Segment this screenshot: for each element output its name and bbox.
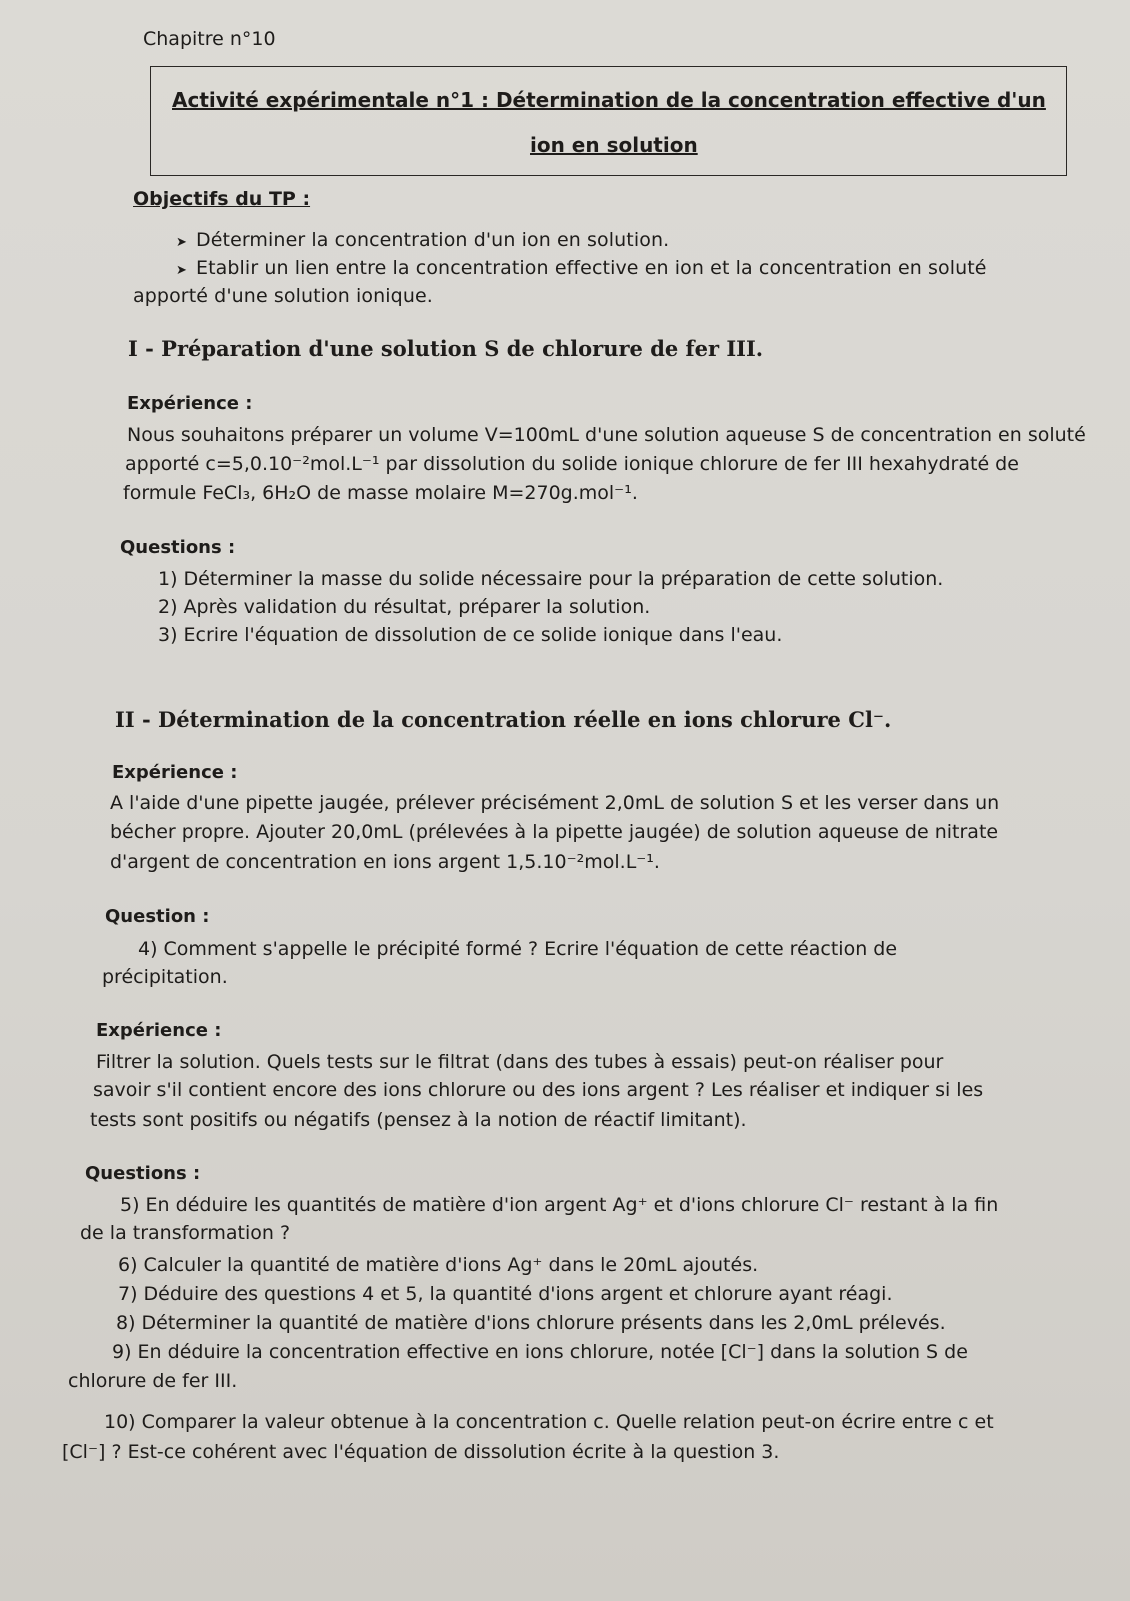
question-1: 1) Déterminer la masse du solide nécessaire pour la préparation de cette solution.	[158, 568, 944, 590]
question-3: 3) Ecrire l'équation de dissolution de ce solide ionique dans l'eau.	[158, 624, 783, 646]
question-8: 8) Déterminer la quantité de matière d'ions chlorure présents dans les 2,0mL prélevés.	[116, 1312, 946, 1334]
objective-item-2-cont: apporté d'une solution ionique.	[133, 285, 433, 307]
question-9-line-1: 9) En déduire la concentration effective en ions chlorure, notée [Cl⁻] dans la solution S de	[112, 1341, 968, 1363]
arrow-bullet-icon: ➤	[176, 235, 187, 250]
section-2-exp-line-3: d'argent de concentration en ions argent 1,5.10⁻²mol.L⁻¹.	[110, 851, 660, 873]
section-2-exp-line-1: A l'aide d'une pipette jaugée, prélever précisément 2,0mL de solution S et les verser dans un	[110, 792, 1000, 814]
question-10-line-2: [Cl⁻] ? Est-ce cohérent avec l'équation de dissolution écrite à la question 3.	[62, 1441, 780, 1463]
objective-item-2: ➤ Etablir un lien entre la concentration effective en ion et la concentration en soluté	[176, 256, 1064, 283]
section-1-questions-label: Questions :	[120, 537, 236, 558]
question-6: 6) Calculer la quantité de matière d'ions Ag⁺ dans le 20mL ajoutés.	[118, 1254, 759, 1276]
section-1-exp-line-1: Nous souhaitons préparer un volume V=100mL d'une solution aqueuse S de concentration en soluté	[127, 424, 1086, 446]
section-2-experience2-label: Expérience :	[96, 1020, 222, 1041]
title-line-1: Activité expérimentale n°1 : Détermination de la concentration effective d'un	[172, 88, 1046, 112]
question-5-line-2: de la transformation ?	[80, 1222, 291, 1244]
question-7: 7) Déduire des questions 4 et 5, la quantité d'ions argent et chlorure ayant réagi.	[118, 1283, 893, 1305]
question-2: 2) Après validation du résultat, préparer la solution.	[158, 596, 651, 618]
question-10-line-1: 10) Comparer la valeur obtenue à la concentration c. Quelle relation peut-on écrire entre c et	[104, 1411, 994, 1433]
question-4-line-2: précipitation.	[102, 966, 228, 988]
section-2-question-label: Question :	[105, 906, 210, 927]
section-2-exp-line-2: bécher propre. Ajouter 20,0mL (prélevées à la pipette jaugée) de solution aqueuse de nitrate	[110, 821, 999, 843]
section-2-experience-label: Expérience :	[112, 762, 238, 783]
section-1-exp-line-2: apporté c=5,0.10⁻²mol.L⁻¹ par dissolution du solide ionique chlorure de fer III hexahydraté de	[125, 453, 1019, 475]
question-4-line-1: 4) Comment s'appelle le précipité formé ? Ecrire l'équation de cette réaction de	[138, 938, 898, 960]
question-9-line-2: chlorure de fer III.	[68, 1370, 238, 1392]
section-1-experience-label: Expérience :	[127, 393, 253, 414]
chapter-label: Chapitre n°10	[143, 28, 276, 50]
arrow-bullet-icon: ➤	[176, 263, 187, 278]
section-1-exp-line-3: formule FeCl₃, 6H₂O de masse molaire M=270g.mol⁻¹.	[123, 482, 638, 504]
section-2-exp2-line-2: savoir s'il contient encore des ions chlorure ou des ions argent ? Les réaliser et indiquer si les	[93, 1079, 984, 1101]
question-5-line-1: 5) En déduire les quantités de matière d'ion argent Ag⁺ et d'ions chlorure Cl⁻ restant à la fin	[120, 1194, 999, 1216]
title-box	[150, 66, 1067, 176]
section-2-heading: II - Détermination de la concentration réelle en ions chlorure Cl⁻.	[115, 707, 892, 732]
section-2-exp2-line-1: Filtrer la solution. Quels tests sur le filtrat (dans des tubes à essais) peut-on réaliser pour	[96, 1051, 944, 1073]
objective-item-1: ➤ Déterminer la concentration d'un ion en solution.	[176, 228, 669, 255]
objectives-heading: Objectifs du TP :	[133, 188, 311, 210]
section-2-exp2-line-3: tests sont positifs ou négatifs (pensez à la notion de réactif limitant).	[90, 1109, 747, 1131]
section-2-questions-label: Questions :	[85, 1163, 201, 1184]
section-1-heading: I - Préparation d'une solution S de chlorure de fer III.	[128, 336, 764, 361]
title-line-2: ion en solution	[530, 133, 698, 157]
